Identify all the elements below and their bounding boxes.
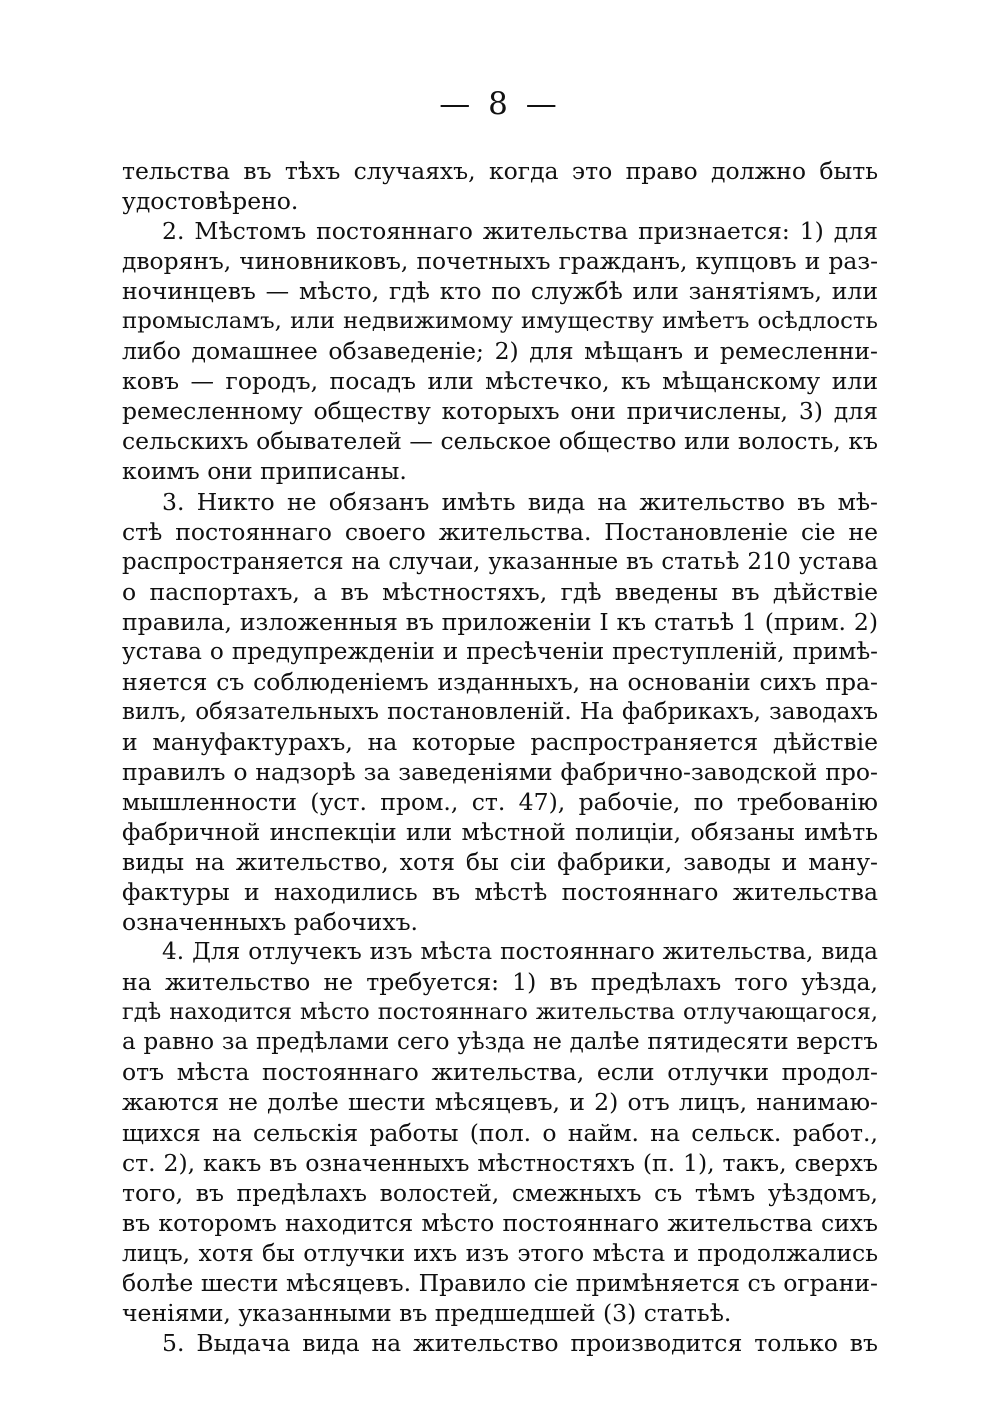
page-number: — 8 — xyxy=(439,86,561,122)
text-line: жаются не долѣе шести мѣсяцевъ, и 2) отъ лицъ, нанимаю- xyxy=(122,1088,878,1117)
text-line: означенныхъ рабочихъ. xyxy=(122,908,419,937)
text-line: и мануфактурахъ, на которые распространяется дѣйствіе xyxy=(122,727,878,756)
text-line: 2. Мѣстомъ постояннаго жительства признается: 1) для xyxy=(162,217,878,246)
text-line: гдѣ находится мѣсто постояннаго жительства отлучающагося, xyxy=(122,999,878,1026)
text-line: правила, изложенныя въ приложеніи I къ статьѣ 1 (прим. 2) xyxy=(122,607,878,636)
text-line: стѣ постояннаго своего жительства. Постановленіе сіе не xyxy=(122,517,878,546)
text-line: о паспортахъ, а въ мѣстностяхъ, гдѣ введены въ дѣйствіе xyxy=(122,577,878,606)
text-line: удостовѣрено. xyxy=(122,187,299,216)
text-line: правилъ о надзорѣ за заведеніями фабрично-заводской про- xyxy=(122,757,878,786)
text-line: распространяется на случаи, указанные въ статьѣ 210 устава xyxy=(122,548,878,575)
text-line: щихся на сельскія работы (пол. о найм. на сельск. работ., xyxy=(122,1118,878,1147)
text-line: дворянъ, чиновниковъ, почетныхъ гражданъ, купцовъ и раз- xyxy=(122,247,878,276)
text-line: того, въ предѣлахъ волостей, смежныхъ съ тѣмъ уѣздомъ, xyxy=(122,1178,878,1207)
text-line: няется съ соблюденіемъ изданныхъ, на основаніи сихъ пра- xyxy=(122,667,878,696)
text-line: отъ мѣста постояннаго жительства, если отлучки продол- xyxy=(122,1058,878,1087)
text-line: 4. Для отлучекъ изъ мѣста постояннаго жительства, вида xyxy=(162,938,878,966)
text-line: а равно за предѣлами сего уѣзда не далѣе пятидесяти верстъ xyxy=(122,1029,878,1056)
text-line: въ которомъ находится мѣсто постояннаго жительства сихъ xyxy=(122,1208,878,1237)
text-line: ремесленному обществу которыхъ они причислены, 3) для xyxy=(122,397,878,426)
text-line: коимъ они приписаны. xyxy=(122,457,407,486)
text-line: 5. Выдача вида на жительство производится только въ xyxy=(162,1328,878,1357)
text-line: устава о предупрежденіи и пресѣченіи преступленій, примѣ- xyxy=(122,638,878,665)
text-line: сельскихъ обывателей — сельское общество или волость, къ xyxy=(122,427,878,456)
text-line: тельства въ тѣхъ случаяхъ, когда это право должно быть xyxy=(122,157,878,185)
text-line: виды на жительство, хотя бы сіи фабрики, заводы и ману- xyxy=(122,848,878,877)
text-line: фактуры и находились въ мѣстѣ постояннаго жительства xyxy=(122,878,878,907)
text-line: ченіями, указанными въ предшедшей (3) статьѣ. xyxy=(122,1298,732,1327)
text-line: на жительство не требуется: 1) въ предѣлахъ того уѣзда, xyxy=(122,968,878,997)
body-text xyxy=(122,156,878,1358)
text-line: лицъ, хотя бы отлучки ихъ изъ этого мѣста и продолжались xyxy=(122,1238,878,1267)
text-line: ст. 2), какъ въ означенныхъ мѣстностяхъ (п. 1), такъ, сверхъ xyxy=(122,1148,878,1177)
text-line: ковъ — городъ, посадъ или мѣстечко, къ мѣщанскому или xyxy=(122,367,878,396)
text-line: либо домашнее обзаведеніе; 2) для мѣщанъ и ремесленни- xyxy=(122,337,878,366)
text-line: вилъ, обязательныхъ постановленій. На фабрикахъ, заводахъ xyxy=(122,698,878,725)
text-line: промысламъ, или недвижимому имуществу имѣетъ осѣдлость xyxy=(122,308,878,335)
text-line: ночинцевъ — мѣсто, гдѣ кто по службѣ или занятіямъ, или xyxy=(122,277,878,306)
text-line: фабричной инспекціи или мѣстной полиціи, обязаны имѣть xyxy=(122,818,878,847)
text-line: болѣе шести мѣсяцевъ. Правило сіе примѣняется съ ограни- xyxy=(122,1268,878,1297)
text-line: 3. Никто не обязанъ имѣть вида на жительство въ мѣ- xyxy=(162,487,878,516)
text-line: мышленности (уст. пром., ст. 47), рабочіе, по требованію xyxy=(122,787,878,816)
